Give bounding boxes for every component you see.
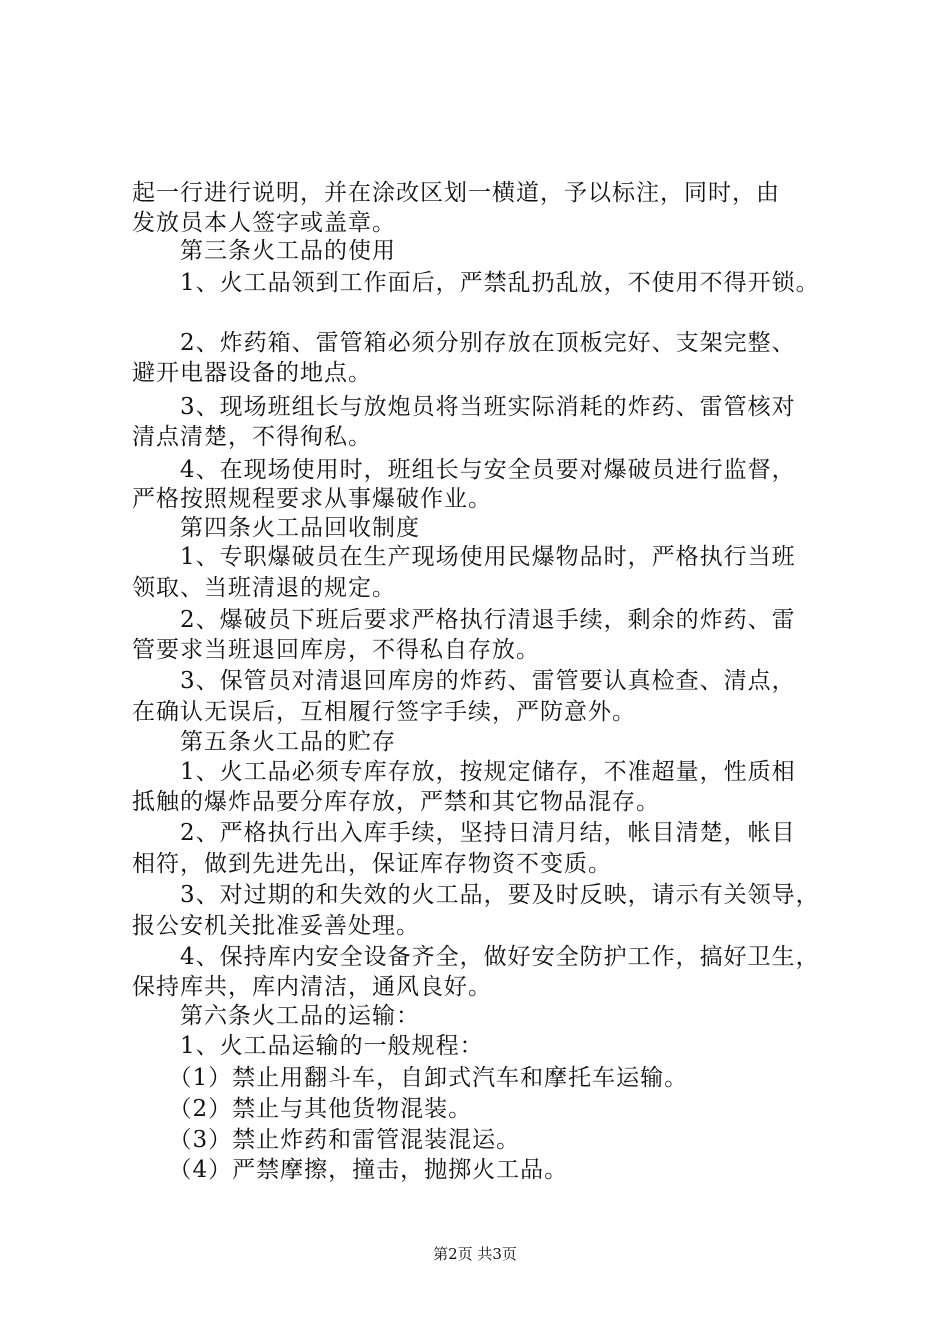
list-item: （4）严禁摩擦，撞击，抛掷火工品。: [132, 1157, 569, 1183]
section-heading: 第五条火工品的贮存: [132, 729, 396, 755]
text-line: 4、在现场使用时，班组长与安全员要对爆破员进行监督，: [132, 457, 796, 483]
text-line: 3、对过期的和失效的火工品，要及时反映，请示有关领导，: [132, 882, 820, 908]
text-line: 1、火工品领到工作面后，严禁乱扔乱放，不使用不得开锁。: [132, 270, 820, 296]
page-footer: 第2页 共3页: [433, 1245, 517, 1263]
text-line: 3、保管员对清退回库房的炸药、雷管要认真检查、清点，: [132, 668, 796, 694]
text-line: 保持库共，库内清洁，通风良好。: [132, 974, 492, 1000]
text-line: 3、现场班组长与放炮员将当班实际消耗的炸药、雷管核对: [132, 394, 796, 420]
text-line: 2、严格执行出入库手续，坚持日清月结，帐目清楚，帐目: [132, 820, 796, 846]
text-line: 在确认无误后，互相履行签字手续，严防意外。: [132, 699, 636, 725]
text-line: 管要求当班退回库房，不得私自存放。: [132, 637, 540, 663]
text-line: 1、火工品必须专库存放，按规定储存，不准超量，性质相: [132, 759, 796, 785]
text-line: 4、保持库内安全设备齐全，做好安全防护工作，搞好卫生，: [132, 944, 820, 970]
text-line: 相符，做到先进先出，保证库存物资不变质。: [132, 851, 612, 877]
text-line: 清点清楚，不得徇私。: [132, 424, 372, 450]
section-heading: 第六条火工品的运输：: [132, 1003, 420, 1029]
text-line: 严格按照规程要求从事爆破作业。: [132, 486, 492, 512]
section-heading: 第三条火工品的使用: [132, 238, 396, 264]
text-line: 2、炸药箱、雷管箱必须分别存放在顶板完好、支架完整、: [132, 330, 796, 356]
text-line: 2、爆破员下班后要求严格执行清退手续，剩余的炸药、雷: [132, 607, 796, 633]
text-line: 避开电器设备的地点。: [132, 360, 372, 386]
text-line: 领取、当班清退的规定。: [132, 575, 396, 601]
text-line: 报公安机关批准妥善处理。: [132, 913, 420, 939]
list-item: （1）禁止用翻斗车，自卸式汽车和摩托车运输。: [132, 1065, 689, 1091]
text-line: 1、火工品运输的一般规程：: [132, 1033, 484, 1059]
text-line: 1、专职爆破员在生产现场使用民爆物品时，严格执行当班: [132, 544, 796, 570]
section-heading: 第四条火工品回收制度: [132, 515, 420, 541]
list-item: （2）禁止与其他货物混装。: [132, 1096, 473, 1122]
text-line: 起一行进行说明，并在涂改区划一横道，予以标注，同时，由: [132, 180, 780, 206]
text-line: 发放员本人签字或盖章。: [132, 210, 396, 236]
list-item: （3）禁止炸药和雷管混装混运。: [132, 1127, 521, 1153]
text-line: 抵触的爆炸品要分库存放，严禁和其它物品混存。: [132, 789, 660, 815]
